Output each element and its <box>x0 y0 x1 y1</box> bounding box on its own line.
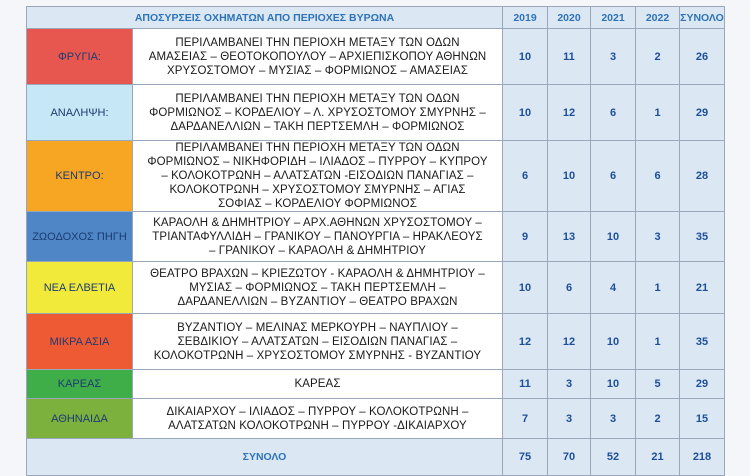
value-2022: 3 <box>636 212 680 262</box>
row-total: 29 <box>680 370 725 399</box>
street-line: – ΚΟΛΟΚΟΤΡΩΝΗ – ΑΛΑΤΣΑΤΩΝ -ΕΙΣΟΔΙΩΝ ΠΑΝΑΓΙΑΣ – <box>161 170 474 182</box>
streets-description-cell <box>133 212 503 262</box>
value-2019: 10 <box>503 29 548 85</box>
table-row <box>27 262 725 314</box>
value-2022: 1 <box>636 85 680 141</box>
table-row <box>27 399 725 439</box>
row-total: 29 <box>680 85 725 141</box>
street-line: ΣΟΦΙΑΣ – ΚΟΡΔΕΛΙΟΥ ΦΟΡΜΙΩΝΟΣ <box>218 198 417 210</box>
value-2021: 10 <box>591 314 636 370</box>
value-2019: 10 <box>503 262 548 314</box>
street-line: ΜΥΣΙΑΣ – ΦΟΡΜΙΩΝΟΣ – ΤΑΚΗ ΠΕΡΤΣΕΜΛΗ – <box>189 281 446 294</box>
year-header-2022: 2022 <box>636 7 680 29</box>
row-total: 21 <box>680 262 725 314</box>
table-body <box>27 29 725 439</box>
table-row <box>27 141 725 212</box>
value-2020: 12 <box>548 85 591 141</box>
totals-row <box>27 439 725 476</box>
street-line: ΘΕΑΤΡΟ ΒΡΑΧΩΝ – ΚΡΙΕΖΩΤΟΥ - ΚΑΡΑΟΛΗ & ΔΗΜΗΤΡΙΟΥ – <box>150 267 485 280</box>
value-2021: 6 <box>591 141 636 212</box>
value-2022: 1 <box>636 262 680 314</box>
total-2019: 75 <box>503 439 548 476</box>
street-line: ΚΑΡΕΑΣ <box>294 378 341 390</box>
value-2020: 3 <box>548 370 591 399</box>
vehicle-removals-table <box>26 6 725 476</box>
street-line: ΑΛΑΤΣΑΤΩΝ ΚΟΛΟΚΟΤΡΩΝΗ – ΠΥΡΡΟΥ -ΔΙΚΑΙΑΡΧΟΥ <box>168 419 467 432</box>
row-total: 26 <box>680 29 725 85</box>
street-line: ΔΙΚΑΙΑΡΧΟΥ – ΙΛΙΑΔΟΣ – ΠΥΡΡΟΥ – ΚΟΛΟΚΟΤΡΩΝΗ – <box>166 405 469 418</box>
area-name-cell: ΚΕΝΤΡΟ: <box>27 141 133 212</box>
header-row <box>27 7 725 29</box>
street-line: ΚΟΛΟΚΟΤΡΩΝΗ – ΧΡΥΣΟΣΤΟΜΟΥ ΣΜΥΡΝΗΣ - ΒΥΖΑΝΤΙΟΥ <box>153 349 482 362</box>
value-2020: 3 <box>548 399 591 439</box>
table-row <box>27 370 725 399</box>
streets-description-cell <box>133 141 503 212</box>
value-2022: 2 <box>636 399 680 439</box>
table-row <box>27 85 725 141</box>
row-total: 15 <box>680 399 725 439</box>
total-header: ΣΥΝΟΛΟ <box>680 7 725 29</box>
street-line: ΣΕΒΔΙΚΙΟΥ – ΑΛΑΤΣΑΤΩΝ – ΕΙΣΟΔΙΩΝ ΠΑΝΑΓΙΑΣ – <box>177 335 458 348</box>
street-line: ΔΑΡΔΑΝΕΛΛΙΩΝ – ΒΥΖΑΝΤΙΟΥ – ΘΕΑΤΡΟ ΒΡΑΧΩΝ <box>177 295 458 308</box>
total-2022: 21 <box>636 439 680 476</box>
street-line: ΠΕΡΙΛΑΜΒΑΝΕΙ ΤΗΝ ΠΕΡΙΟΧΗ ΜΕΤΑΞΥ ΤΩΝ ΟΔΩΝ <box>175 36 460 49</box>
streets-description-cell <box>133 85 503 141</box>
value-2021: 10 <box>591 370 636 399</box>
totals-label: ΣΥΝΟΛΟ <box>27 439 503 476</box>
value-2019: 9 <box>503 212 548 262</box>
area-name-cell: ΝΕΑ ΕΛΒΕΤΙΑ <box>27 262 133 314</box>
total-2020: 70 <box>548 439 591 476</box>
street-line: ΚΑΡΑΟΛΗ & ΔΗΜΗΤΡΙΟΥ – ΑΡΧ.ΑΘΗΝΩΝ ΧΡΥΣΟΣΤΟΜΟΥ – <box>153 216 482 229</box>
grand-total: 218 <box>680 439 725 476</box>
year-header-2021: 2021 <box>591 7 636 29</box>
street-line: ΧΡΥΣΟΣΤΟΜΟΥ – ΜΥΣΙΑΣ – ΦΟΡΜΙΩΝΟΣ – ΑΜΑΣΕΙΑΣ <box>166 64 469 77</box>
value-2022: 1 <box>636 314 680 370</box>
table-row <box>27 314 725 370</box>
value-2020: 12 <box>548 314 591 370</box>
street-line: ΒΥΖΑΝΤΙΟΥ – ΜΕΛΙΝΑΣ ΜΕΡΚΟΥΡΗ – ΝΑΥΠΛΙΟΥ – <box>177 321 458 334</box>
table-row <box>27 29 725 85</box>
value-2022: 6 <box>636 141 680 212</box>
value-2021: 6 <box>591 85 636 141</box>
row-total: 35 <box>680 212 725 262</box>
value-2021: 4 <box>591 262 636 314</box>
value-2019: 10 <box>503 85 548 141</box>
value-2020: 11 <box>548 29 591 85</box>
value-2019: 11 <box>503 370 548 399</box>
value-2019: 7 <box>503 399 548 439</box>
streets-description-cell <box>133 29 503 85</box>
street-line: ΑΜΑΣΕΙΑΣ – ΘΕΟΤΟΚΟΠΟΥΛΟΥ – ΑΡΧΙΕΠΙΣΚΟΠΟΥ ΑΘΗΝΩΝ <box>148 50 487 63</box>
year-header-2020: 2020 <box>548 7 591 29</box>
table-title: ΑΠΟΣΥΡΣΕΙΣ ΟΧΗΜΑΤΩΝ ΑΠΟ ΠΕΡΙΟΧΕΣ ΒΥΡΩΝΑ <box>27 7 503 29</box>
value-2022: 5 <box>636 370 680 399</box>
streets-description-cell <box>133 262 503 314</box>
street-line: ΦΟΡΜΙΩΝΟΣ – ΚΟΡΔΕΛΙΟΥ – Λ. ΧΡΥΣΟΣΤΟΜΟΥ ΣΜΥΡΝΗΣ – <box>149 106 486 119</box>
streets-description-cell <box>133 399 503 439</box>
value-2019: 12 <box>503 314 548 370</box>
table-row <box>27 212 725 262</box>
value-2020: 6 <box>548 262 591 314</box>
area-name-cell: ΖΩΟΔΟΧΟΣ ΠΗΓΗ <box>27 212 133 262</box>
street-line: ΠΕΡΙΛΑΜΒΑΝΕΙ ΤΗΝ ΠΕΡΙΟΧΗ ΜΕΤΑΞΥ ΤΩΝ ΟΔΩΝ <box>175 142 460 154</box>
street-line: ΤΡΙΑΝΤΑΦΥΛΛΙΔΗ – ΓΡΑΝΙΚΟΥ – ΠΑΝΟΥΡΓΙΑ – ΗΡΑΚΛΕΟΥΣ <box>152 230 483 243</box>
area-name-cell: ΚΑΡΕΑΣ <box>27 370 133 399</box>
street-line: ΦΟΡΜΙΩΝΟΣ – ΝΙΚΗΦΟΡΙΔΗ – ΙΛΙΑΔΟΣ – ΠΥΡΡΟΥ – ΚΥΠΡΟΥ <box>147 156 488 168</box>
year-header-2019: 2019 <box>503 7 548 29</box>
value-2020: 13 <box>548 212 591 262</box>
document-page <box>26 6 724 476</box>
value-2021: 3 <box>591 29 636 85</box>
value-2021: 10 <box>591 212 636 262</box>
streets-description-cell <box>133 370 503 399</box>
street-line: ΔΑΡΔΑΝΕΛΛΙΩΝ – ΤΑΚΗ ΠΕΡΤΣΕΜΛΗ – ΦΟΡΜΙΩΝΟΣ <box>170 120 465 133</box>
area-name-cell: ΑΘΗΝΑΙΔΑ <box>27 399 133 439</box>
value-2022: 2 <box>636 29 680 85</box>
area-name-cell: ΜΙΚΡΑ ΑΣΙΑ <box>27 314 133 370</box>
area-name-cell: ΦΡΥΓΙΑ: <box>27 29 133 85</box>
row-total: 35 <box>680 314 725 370</box>
value-2020: 10 <box>548 141 591 212</box>
street-line: ΚΟΛΟΚΟΤΡΩΝΗ – ΧΡΥΣΟΣΤΟΜΟΥ ΣΜΥΡΝΗΣ – ΑΓΙΑΣ <box>169 184 466 196</box>
row-total: 28 <box>680 141 725 212</box>
street-line: ΠΕΡΙΛΑΜΒΑΝΕΙ ΤΗΝ ΠΕΡΙΟΧΗ ΜΕΤΑΞΥ ΤΩΝ ΟΔΩΝ <box>175 92 460 105</box>
street-line: – ΓΡΑΝΙΚΟΥ – ΚΑΡΑΟΛΗ & ΔΗΜΗΤΡΙΟΥ <box>209 244 426 257</box>
value-2021: 3 <box>591 399 636 439</box>
streets-description-cell <box>133 314 503 370</box>
value-2019: 6 <box>503 141 548 212</box>
area-name-cell: ΑΝΑΛΗΨΗ: <box>27 85 133 141</box>
total-2021: 52 <box>591 439 636 476</box>
